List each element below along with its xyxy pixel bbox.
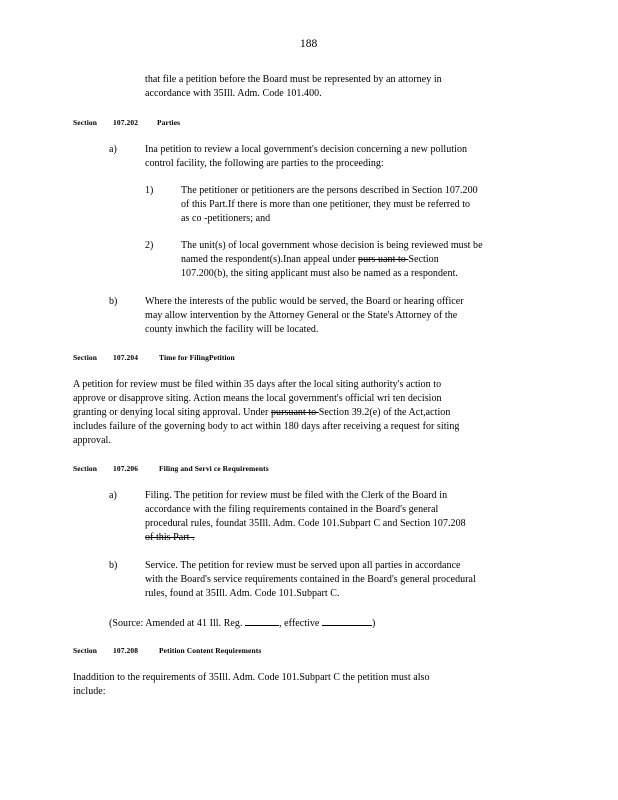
paragraph-line: Filing. The petition for review must be filed with the Clerk of the Board in	[145, 490, 448, 501]
section-label: Section	[73, 118, 98, 127]
item-label: a)	[109, 490, 117, 501]
section-label: Section	[73, 646, 98, 655]
text-run: Section	[408, 254, 439, 265]
paragraph-line: with the Board's service requirements contained in the Board's general procedural	[145, 574, 476, 585]
paragraph-line: procedural rules, foundat 35Ill. Adm. Code 101.Subpart C and Section 107.208	[145, 518, 466, 529]
paragraph-line: accordance with the filing requirements contained in the Board's general	[145, 504, 439, 515]
item-label: a)	[109, 144, 117, 155]
text-run: Section 39.2(e) of the Act,action	[318, 407, 451, 418]
source-text: (Source: Amended at 41 Ill. Reg.	[109, 618, 243, 629]
paragraph-line: may allow intervention by the Attorney General or the State's Attorney of the	[145, 310, 458, 321]
intro-line-2: accordance with 35Ill. Adm. Code 101.400.	[145, 88, 322, 99]
source-text: , effective	[279, 618, 320, 629]
paragraph-line: rules, found at 35Ill. Adm. Code 101.Subpart C.	[145, 588, 340, 599]
section-number: 107.206	[113, 464, 139, 473]
section-label: Section	[73, 464, 98, 473]
paragraph-line: Inaddition to the requirements of 35Ill. Adm. Code 101.Subpart C the petition must also	[73, 672, 430, 683]
page-number: 188	[300, 38, 318, 50]
deleted-text: of this Part .	[145, 532, 195, 543]
section-title: Filing and Servi ce Requirements	[159, 464, 269, 473]
item-label: b)	[109, 560, 118, 571]
intro-line-1: that file a petition before the Board must be represented by an attorney in	[145, 74, 442, 85]
source-note	[109, 615, 375, 632]
paragraph-line: includes failure of the governing body to act within 180 days after receiving a request for siting	[73, 421, 460, 432]
section-title: Petition Content Requirements	[159, 646, 262, 655]
source-text: )	[371, 618, 376, 629]
paragraph-line: A petition for review must be filed within 35 days after the local siting authority's action to	[73, 379, 442, 390]
section-number: 107.202	[113, 118, 139, 127]
paragraph-line	[145, 531, 195, 546]
paragraph-line: include:	[73, 686, 106, 697]
paragraph-line: The unit(s) of local government whose decision is being reviewed must be	[181, 240, 483, 251]
item-label: 2)	[145, 240, 154, 251]
deleted-text: pursuant to	[270, 407, 319, 418]
item-label: b)	[109, 296, 118, 307]
paragraph-line: control facility, the following are parties to the proceeding:	[145, 158, 384, 169]
section-title: Time for FilingPetition	[159, 353, 235, 362]
paragraph-line	[73, 406, 450, 421]
item-label: 1)	[145, 185, 154, 196]
paragraph-line: 107.200(b), the siting applicant must also be named as a respondent.	[181, 268, 458, 279]
paragraph-line: Service. The petition for review must be served upon all parties in accordance	[145, 560, 461, 571]
paragraph-line	[181, 253, 439, 268]
paragraph-line: as co -petitioners; and	[181, 213, 271, 224]
section-number: 107.208	[113, 646, 139, 655]
paragraph-line: Ina petition to review a local government's decision concerning a new pollution	[145, 144, 468, 155]
section-number: 107.204	[113, 353, 139, 362]
blank-line	[245, 615, 279, 626]
section-label: Section	[73, 353, 98, 362]
paragraph-line: Where the interests of the public would be served, the Board or hearing officer	[145, 296, 464, 307]
blank-line	[322, 615, 372, 626]
paragraph-line: approve or disapprove siting. Action means the local government's official wri ten decision	[73, 393, 442, 404]
paragraph-line: of this Part.If there is more than one petitioner, they must be referred to	[181, 199, 471, 210]
text-run: granting or denying local siting approval. Under	[73, 407, 271, 418]
section-title: Parties	[157, 118, 181, 127]
paragraph-line: county inwhich the facility will be located.	[145, 324, 319, 335]
paragraph-line: The petitioner or petitioners are the persons described in Section 107.200	[181, 185, 478, 196]
deleted-text: purs uant to	[358, 254, 409, 265]
text-run: named the respondent(s).Inan appeal under	[181, 254, 359, 265]
paragraph-line: approval.	[73, 435, 111, 446]
